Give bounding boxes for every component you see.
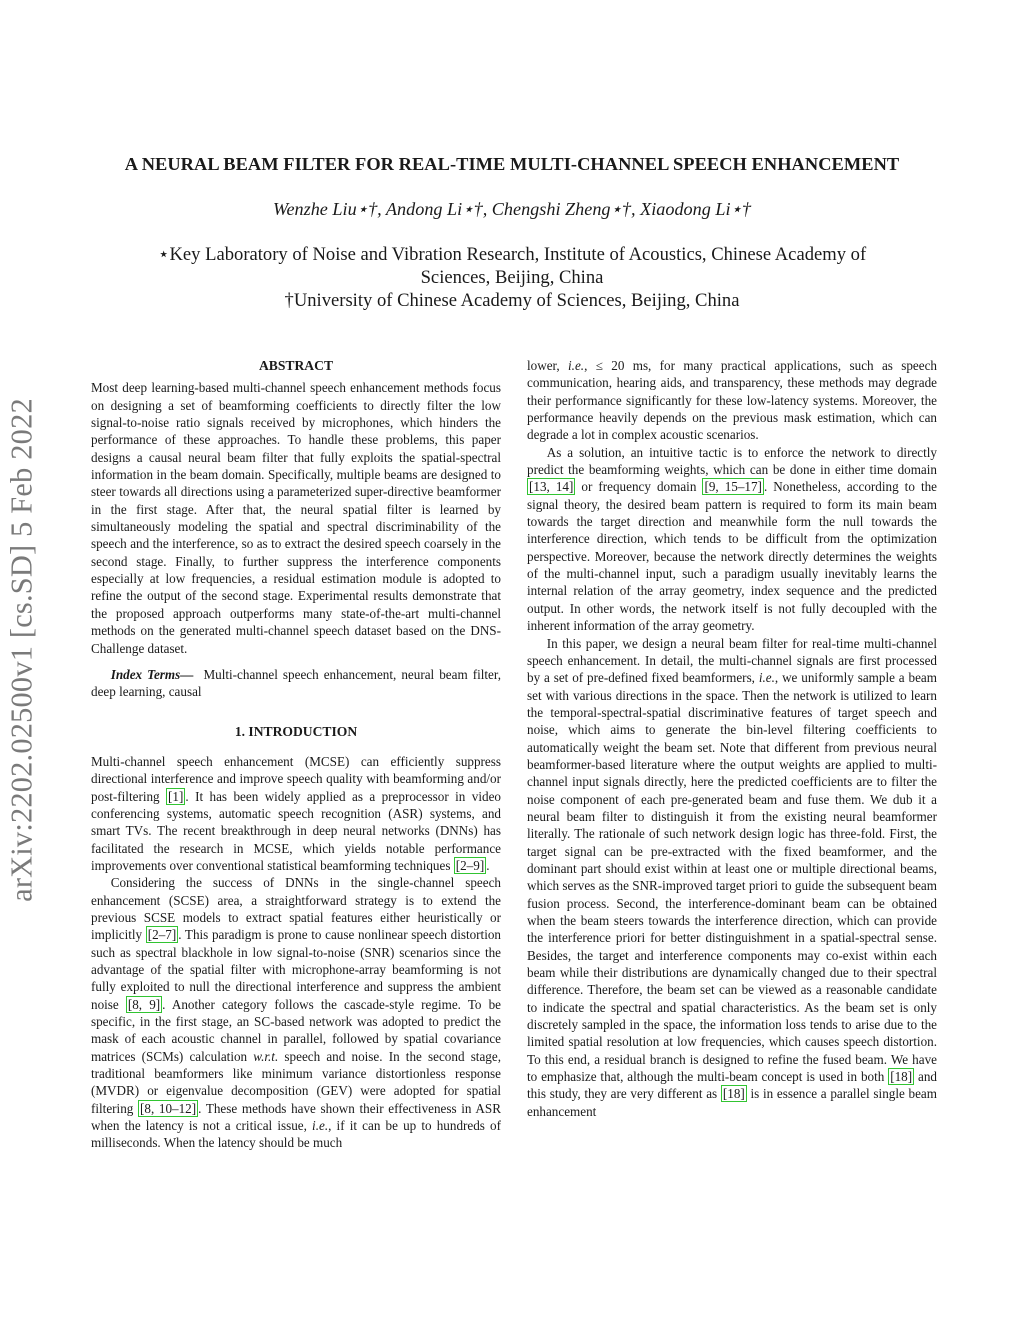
text-span: . These methods have shown their effectiveness in ASR when the latency is not a critical issue, bbox=[91, 1100, 501, 1134]
intro-paragraph-2 bbox=[91, 874, 501, 1152]
citation-link[interactable]: [2–7] bbox=[147, 927, 177, 943]
text-span: . Another category follows the cascade-style regime. To be specific, in the first stage, an SC-based network was adopted to predict the mask of each acoustic channel in parallel, followed by spatial covariance matrices (SCMs) calculation bbox=[91, 996, 502, 1064]
citation-link[interactable]: [8, 10–12] bbox=[140, 1100, 197, 1116]
index-terms-label: Index Terms— bbox=[110, 666, 194, 682]
text-span: , we uniformly sample a beam set with various directions in the space. Then the network is utilized to learn the temporal-spectral-spatial discriminative features of target speech and noise, which aims to generate the bin-level filtering coefficients to automatically weight the beam set. Note that different from previous neural beamformer-based literature where the output weights are applied to multi-channel input signals directly, here the predicted coefficients are to filter the noise component of each pre-generated beam and fuse them. We dub it a neural beam filter to distinguish it from the existing neural beamformer literally. The rationale of such network design logic has three-fold. First, the target signal can be pre-extracted with the fixed beamformer, and the dominant part should exist within at least one or multiple directional beams, which serves as the SNR-improved target priori to guide the subsequent beam fusion process. Second, the interference-dominant beam can be obtained when the beam steers towards the interference direction, which can provide the interference priori for better distinguishment in a spatial-spectral sense. Besides, the target and interference components may co-exist within each beam while their distributions are dynamically changed due to their spectral difference. Therefore, the beam set can be viewed as a reasonable candidate to indicate the spectral and spatial characteristics. As the beam set is only discretely sampled in the space, the information loss tends to arise due to the limited spatial resolution at low frequencies, which causes speech distortion. To this end, a residual branch is designed to refine the fused beam. We have to emphasize that, although the multi-beam concept is used in both bbox=[527, 670, 937, 1085]
paper-title: A NEURAL BEAM FILTER FOR REAL-TIME MULTI-CHANNEL SPEECH ENHANCEMENT bbox=[124, 154, 900, 174]
text-span: . It has been widely applied as a preprocessor in video conferencing systems, automatic speech recognition (ASR) systems, and smart TVs. The recent breakthrough in deep neural networks (DNNs) has facilitated the research in MCSE, which yields notable performance improvements over conventional statistical beamforming techniques bbox=[91, 788, 501, 873]
abstract-text: Most deep learning-based multi-channel speech enhancement methods focus on designing a set of beamforming coefficients to directly filter the low signal-to-noise ratio signals received by microphones, which hinders the performance of these approaches. To handle these problems, this paper designs a causal neural beam filter that fully exploits the spatial-spectral information in the beam domain. Specifically, multiple beams are designed to steer towards all directions using a parameterized super-directive beamformer in the first stage. After that, the neural spatial filter is learned by simultaneously modeling the spatial and spectral discriminability of the speech and the interference, so as to extract the desired speech coarsely in the second stage. Finally, to further suppress the interference components especially at low frequencies, a residual estimation module is adopted to refine the output of the second stage. Experimental results demonstrate that the proposed approach outperforms many state-of-the-art multi-channel methods on the generated multi-channel speech dataset based on the DNS-Challenge dataset. bbox=[91, 380, 501, 656]
affiliations bbox=[120, 243, 904, 312]
text-span: is in essence a parallel single beam enhancement bbox=[527, 1086, 937, 1119]
text-span: speech and noise. In the second stage, traditional beamformers like minimum variance distortionless response (MVDR) or eigenvalue decomposition (GEV) were adopted for spatial filtering bbox=[91, 1048, 501, 1116]
right-paragraph-3 bbox=[527, 635, 937, 1121]
abstract-heading: ABSTRACT bbox=[258, 358, 334, 373]
citation-link[interactable]: [1] bbox=[168, 788, 184, 804]
citation-link[interactable]: [13, 14] bbox=[529, 479, 574, 495]
index-terms-text: Multi-channel speech enhancement, neural beam filter, deep learning, causal bbox=[91, 666, 501, 700]
citation-link[interactable]: [18] bbox=[890, 1069, 913, 1085]
arxiv-identifier: arXiv:2202.02500v1 [cs.SD] 5 Feb 2022 bbox=[4, 398, 39, 902]
text-span: or frequency domain bbox=[575, 479, 703, 495]
intro-paragraph-1 bbox=[91, 753, 501, 874]
index-terms bbox=[91, 666, 501, 701]
citation-link[interactable]: [9, 15–17] bbox=[704, 479, 762, 495]
citation-link[interactable]: [8, 9] bbox=[127, 996, 161, 1012]
text-span: Multi-channel speech enhancement (MCSE) can efficiently suppress directional interference and improve speech quality with beamforming and/or post-filtering bbox=[91, 753, 501, 804]
right-column bbox=[527, 357, 937, 1120]
right-paragraph-2 bbox=[527, 444, 937, 635]
author-list: Wenzhe Liu⋆†, Andong Li⋆†, Chengshi Zheng⋆†, Xiaodong Li⋆† bbox=[272, 199, 752, 219]
arxiv-sidebar bbox=[2, 365, 42, 935]
introduction-heading: 1. INTRODUCTION bbox=[234, 723, 358, 739]
text-span: . Nonetheless, according to the signal theory, the desired beam pattern is required to form its main beam towards the target direction and meanwhile form the null towards the interference direction, which tends to be difficult from the optimization perspective. Moreover, because the network directly determines the weights of the multi-channel input, such a paradigm usually inevitably learns the internal relation of the array geometry, index sequence and the predicted output. In other words, the network itself is not fully decoupled with the inherent information of the array geometry. bbox=[527, 479, 937, 634]
text-span: i.e. bbox=[312, 1118, 329, 1134]
right-paragraph-1 bbox=[527, 357, 937, 444]
text-span: As a solution, an intuitive tactic is to enforce the network to directly predict the beamforming weights, which can be done in either time domain bbox=[527, 444, 937, 478]
text-span: , if it can be up to hundreds of milliseconds. When the latency should be much bbox=[91, 1118, 501, 1151]
affiliation-line-3: †University of Chinese Academy of Sciences, Beijing, China bbox=[284, 290, 740, 311]
text-span: i.e. bbox=[568, 358, 585, 373]
affiliation-line-1: ⋆Key Laboratory of Noise and Vibration Research, Institute of Acoustics, Chinese Academy of bbox=[157, 244, 867, 265]
left-column bbox=[91, 357, 501, 1152]
text-span: w.r.t. bbox=[253, 1048, 279, 1064]
text-span: . This paradigm is prone to cause nonlinear speech distortion such as spectral blackhole in low signal-to-noise (SNR) scenarios since the advantage of the spatial filter with microphone-array beamforming is not fully exploited to null the directional interference and suppress the ambient noise bbox=[91, 927, 502, 1012]
text-span: In this paper, we design a neural beam filter for real-time multi-channel speech enhancement. In detail, the multi-channel signals are first processed by a set of pre-defined fixed beamformers, bbox=[527, 635, 937, 686]
citation-link[interactable]: [2–9] bbox=[455, 857, 485, 873]
text-span: . bbox=[486, 857, 490, 873]
text-span: lower, bbox=[527, 358, 569, 373]
citation-link[interactable]: [18] bbox=[722, 1086, 745, 1102]
text-span: Considering the success of DNNs in the single-channel speech enhancement (SCSE) area, a straightforward strategy is to extend the previous SCSE models to extract spatial features either heuristically or implicitly bbox=[91, 875, 501, 943]
text-span: i.e. bbox=[758, 670, 775, 686]
text-span: and this study, they are very different as bbox=[527, 1069, 937, 1102]
affiliation-line-2: Sciences, Beijing, China bbox=[420, 267, 604, 288]
text-span: , ≤ 20 ms, for many practical applications, such as speech communication, hearing aids, and transparency, these methods may degrade their performance significantly for these low-latency systems. Moreover, the performance heavily depends on the previous mask estimation, which can degrade a lot in complex acoustic scenarios. bbox=[527, 358, 937, 443]
